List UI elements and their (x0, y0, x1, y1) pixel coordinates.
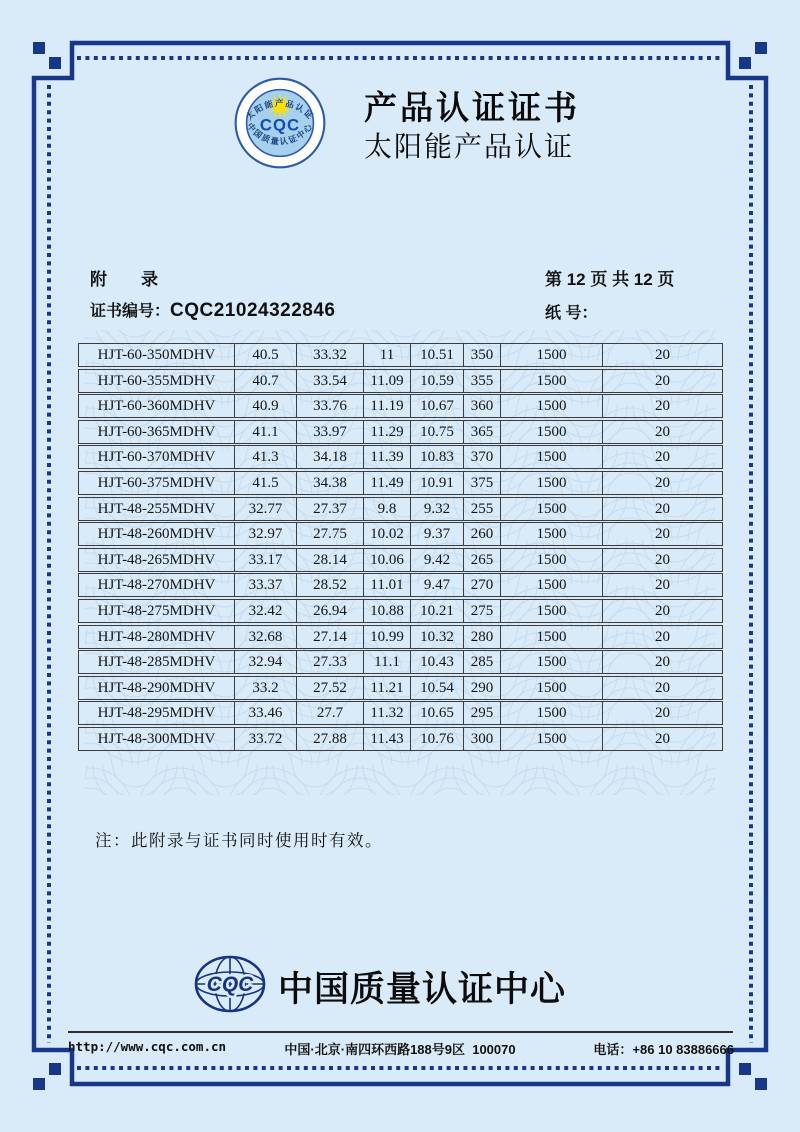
table-cell: 280 (464, 626, 501, 648)
emblem-arc-bottom-text: 中国质量认证中心 (245, 120, 315, 147)
table-cell: 33.2 (235, 677, 297, 699)
table-cell: 33.76 (297, 395, 364, 417)
table-cell: 10.83 (411, 446, 464, 468)
table-cell: 355 (464, 370, 501, 392)
table-cell: 20 (655, 679, 670, 696)
table-cell: 20 (655, 577, 670, 594)
table-cell: 27.37 (297, 498, 364, 520)
table-cell: 20 (655, 628, 670, 645)
table-row (78, 497, 723, 521)
table-cell: 290 (464, 677, 501, 699)
table-cell: 1500 (501, 472, 603, 494)
table-cell: 27.7 (297, 702, 364, 724)
table-cell: 295 (464, 702, 501, 724)
emblem-arc-top-text: 太阳能产品认证 (243, 97, 317, 122)
table-cell: 11.1 (364, 651, 411, 673)
table-cell: 28.14 (297, 549, 364, 571)
table-cell: 10.43 (411, 651, 464, 673)
table-cell: 20 (655, 730, 670, 747)
appendix-label: 附 录 (90, 270, 158, 289)
table-cell: HJT-48-265MDHV (79, 549, 235, 571)
table-row (78, 369, 723, 393)
table-cell: 375 (464, 472, 501, 494)
table-row (78, 701, 723, 725)
table-cell: 40.7 (235, 370, 297, 392)
table-cell: 20 (655, 449, 670, 466)
table-cell: 9.8 (364, 498, 411, 520)
table-cell: 360 (464, 395, 501, 417)
table-cell: 33.97 (297, 421, 364, 443)
table-cell: 10.59 (411, 370, 464, 392)
table-cell: 1500 (501, 370, 603, 392)
bottom-divider (68, 1031, 733, 1033)
organization-name: 中国质量认证中心 (278, 970, 567, 1009)
table-cell: HJT-60-375MDHV (79, 472, 235, 494)
table-row (78, 599, 723, 623)
table-cell: 28.52 (297, 574, 364, 596)
table-cell: 1500 (501, 728, 603, 750)
table-cell: 20 (655, 372, 670, 389)
table-cell: HJT-60-370MDHV (79, 446, 235, 468)
spec-table-body (78, 343, 723, 751)
table-row (78, 727, 723, 751)
table-cell: 1500 (501, 395, 603, 417)
globe-center-text: CQC (206, 973, 254, 996)
table-cell: 10.02 (364, 523, 411, 545)
table-cell: 270 (464, 574, 501, 596)
table-cell: 1500 (501, 498, 603, 520)
table-row (78, 445, 723, 469)
table-cell: 1500 (501, 677, 603, 699)
address-text: 中国·北京·南四环西路188号9区 100070 (284, 1042, 516, 1057)
table-cell: 20 (655, 654, 670, 671)
table-cell: HJT-48-295MDHV (79, 702, 235, 724)
table-cell: 32.77 (235, 498, 297, 520)
table-row (78, 522, 723, 546)
table-cell: 1500 (501, 600, 603, 622)
table-cell: 10.75 (411, 421, 464, 443)
table-cell: 41.3 (235, 446, 297, 468)
paper-number-label: 纸 号： (545, 305, 598, 322)
certificate-subtitle: 太阳能产品认证 (364, 131, 575, 162)
table-cell: 34.18 (297, 446, 364, 468)
table-cell: 20 (655, 347, 670, 363)
table-cell: 11.32 (364, 702, 411, 724)
table-row (78, 676, 723, 700)
table-cell: 265 (464, 549, 501, 571)
table-cell: 10.88 (364, 600, 411, 622)
table-cell: 10.67 (411, 395, 464, 417)
table-cell: 9.32 (411, 498, 464, 520)
table-cell: 285 (464, 651, 501, 673)
table-cell: HJT-48-255MDHV (79, 498, 235, 520)
emblem-center-text: CQC (259, 115, 301, 135)
table-row (78, 650, 723, 674)
table-cell: 27.14 (297, 626, 364, 648)
table-cell: 10.54 (411, 677, 464, 699)
website-text: http://www.cqc.com.cn (68, 1039, 227, 1054)
table-row (78, 420, 723, 444)
table-cell: 1500 (501, 344, 603, 366)
phone-text: 电话：+86 10 83886666 (593, 1042, 734, 1057)
table-cell: 41.1 (235, 421, 297, 443)
table-cell: 27.75 (297, 523, 364, 545)
table-cell: 10.51 (411, 344, 464, 366)
table-cell: HJT-60-355MDHV (79, 370, 235, 392)
table-cell: 20 (655, 398, 670, 415)
table-cell: 1500 (501, 523, 603, 545)
table-cell: 1500 (501, 626, 603, 648)
table-cell: 10.06 (364, 549, 411, 571)
table-cell: 275 (464, 600, 501, 622)
certificate-number-label: 证书编号： (90, 303, 171, 320)
table-cell: HJT-48-270MDHV (79, 574, 235, 596)
table-row (78, 343, 723, 367)
table-cell: 10.21 (411, 600, 464, 622)
table-cell: 10.76 (411, 728, 464, 750)
table-cell: 20 (655, 602, 670, 619)
table-cell: 33.72 (235, 728, 297, 750)
table-cell: 41.5 (235, 472, 297, 494)
table-cell: 11.21 (364, 677, 411, 699)
page-info: 第 12 页 共 12 页 (545, 270, 675, 289)
table-row (78, 548, 723, 572)
table-cell: HJT-48-300MDHV (79, 728, 235, 750)
table-cell: 27.88 (297, 728, 364, 750)
table-cell: 370 (464, 446, 501, 468)
table-cell: 11.49 (364, 472, 411, 494)
table-cell: 255 (464, 498, 501, 520)
table-cell: 32.94 (235, 651, 297, 673)
table-cell: 10.91 (411, 472, 464, 494)
table-cell: 11.09 (364, 370, 411, 392)
table-row (78, 625, 723, 649)
table-cell: 9.37 (411, 523, 464, 545)
table-cell: HJT-48-290MDHV (79, 677, 235, 699)
table-cell: HJT-48-260MDHV (79, 523, 235, 545)
table-cell: 10.99 (364, 626, 411, 648)
table-cell: 1500 (501, 549, 603, 571)
table-cell: 27.52 (297, 677, 364, 699)
table-cell: 10.65 (411, 702, 464, 724)
table-cell: 1500 (501, 421, 603, 443)
table-cell: 32.42 (235, 600, 297, 622)
spec-table (78, 343, 723, 753)
table-cell: HJT-48-280MDHV (79, 626, 235, 648)
table-cell: 11.43 (364, 728, 411, 750)
table-cell: 20 (655, 551, 670, 568)
table-cell: 32.97 (235, 523, 297, 545)
table-cell: 20 (655, 526, 670, 543)
table-cell: 20 (655, 705, 670, 722)
table-cell: 1500 (501, 574, 603, 596)
table-cell: 33.54 (297, 370, 364, 392)
table-row (78, 394, 723, 418)
table-cell: HJT-48-275MDHV (79, 600, 235, 622)
table-cell: 20 (655, 423, 670, 440)
table-cell: 40.9 (235, 395, 297, 417)
table-cell: 20 (655, 500, 670, 517)
table-cell: 40.5 (235, 344, 297, 366)
cqc-emblem-icon (232, 75, 328, 171)
table-cell: 350 (464, 344, 501, 366)
table-cell: 34.38 (297, 472, 364, 494)
table-cell: 300 (464, 728, 501, 750)
table-cell: 1500 (501, 446, 603, 468)
certificate-title: 产品认证证书 (364, 89, 580, 126)
table-row (78, 573, 723, 597)
table-cell: 9.47 (411, 574, 464, 596)
cqc-globe-icon (184, 950, 276, 1018)
validity-note: 注：此附录与证书同时使用时有效。 (95, 831, 383, 850)
table-cell: 27.33 (297, 651, 364, 673)
table-cell: 33.17 (235, 549, 297, 571)
table-cell: 26.94 (297, 600, 364, 622)
table-row (78, 471, 723, 495)
table-cell: 11.39 (364, 446, 411, 468)
table-cell: 11.29 (364, 421, 411, 443)
table-cell: 365 (464, 421, 501, 443)
table-cell: 1500 (501, 651, 603, 673)
table-cell: 32.68 (235, 626, 297, 648)
table-cell: HJT-60-365MDHV (79, 421, 235, 443)
certificate-number-value: CQC21024322846 (170, 300, 336, 321)
table-cell: 33.32 (297, 344, 364, 366)
table-cell: HJT-60-360MDHV (79, 395, 235, 417)
table-cell: 9.42 (411, 549, 464, 571)
table-cell: 33.37 (235, 574, 297, 596)
table-cell: 260 (464, 523, 501, 545)
table-cell: 11.19 (364, 395, 411, 417)
table-cell: 1500 (501, 702, 603, 724)
certificate-number-line (90, 298, 335, 322)
table-cell: 33.46 (235, 702, 297, 724)
table-cell: 10.32 (411, 626, 464, 648)
table-cell: 11.01 (364, 574, 411, 596)
table-cell: 20 (655, 474, 670, 491)
table-cell: 11 (364, 344, 411, 366)
table-cell: HJT-48-285MDHV (79, 651, 235, 673)
table-cell: HJT-60-350MDHV (79, 344, 235, 366)
